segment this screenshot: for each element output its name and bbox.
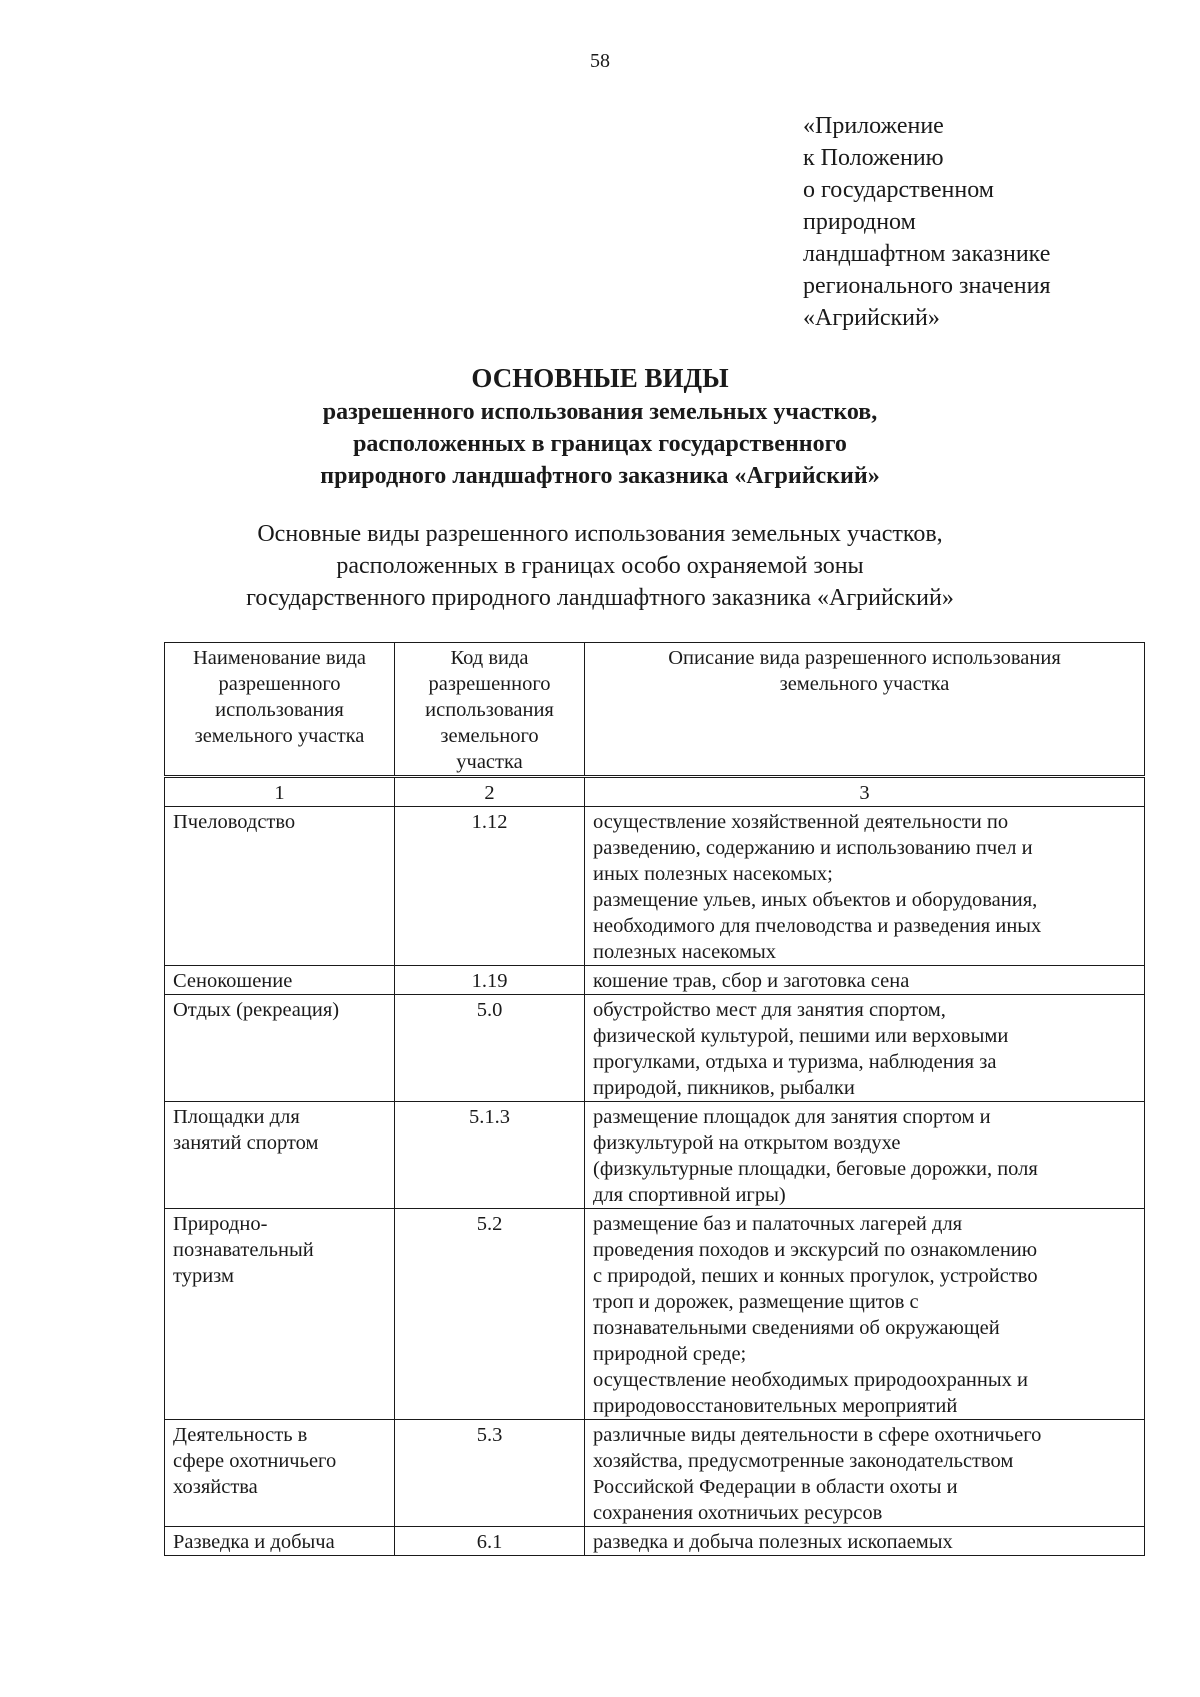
- cell-line: обустройство мест для занятия спортом,: [593, 999, 946, 1021]
- cell-line: хозяйства: [173, 1476, 258, 1498]
- land-use-description: [585, 1102, 1145, 1209]
- title-line: разрешенного использования земельных участков,: [322, 399, 878, 425]
- cell-line: осуществление необходимых природоохранных и: [593, 1369, 1028, 1391]
- subtitle-line: Основные виды разрешенного использования земельных участков,: [257, 521, 943, 547]
- cell-line: Сенокошение: [173, 970, 293, 992]
- land-use-description: [585, 1209, 1145, 1420]
- table-row: [165, 807, 1145, 966]
- table-row: [165, 995, 1145, 1102]
- land-use-code: 6.1: [395, 1527, 585, 1556]
- table-header-row: [165, 643, 1145, 777]
- table-row: [165, 966, 1145, 995]
- cell-line: разведению, содержанию и использованию пчел и: [593, 837, 1033, 859]
- cell-line: природной среде;: [593, 1343, 747, 1365]
- cell-line: размещение площадок для занятия спортом и: [593, 1106, 991, 1128]
- land-use-code: 1.19: [395, 966, 585, 995]
- land-use-name: [165, 1209, 395, 1420]
- cell-line: с природой, пеших и конных прогулок, устройство: [593, 1265, 1038, 1287]
- subtitle-line: государственного природного ландшафтного заказника «Агрийский»: [246, 585, 954, 611]
- header-code: [395, 643, 585, 777]
- cell-line: Код вида: [450, 647, 529, 669]
- land-use-code: 5.0: [395, 995, 585, 1102]
- header-name: [165, 643, 395, 777]
- table-row: [165, 1102, 1145, 1209]
- cell-line: разведка и добыча полезных ископаемых: [593, 1531, 953, 1553]
- cell-line: физкультурой на открытом воздухе: [593, 1132, 901, 1154]
- column-number: 3: [585, 777, 1145, 807]
- cell-line: кошение трав, сбор и заготовка сена: [593, 970, 910, 992]
- land-use-name: [165, 1420, 395, 1527]
- appendix-line: о государственном: [803, 177, 994, 203]
- land-use-name: [165, 807, 395, 966]
- cell-line: использования: [425, 699, 554, 721]
- cell-line: участка: [456, 751, 523, 773]
- page-number: 58: [590, 50, 610, 72]
- cell-line: занятий спортом: [173, 1132, 319, 1154]
- cell-line: различные виды деятельности в сфере охотничьего: [593, 1424, 1042, 1446]
- cell-line: сохранения охотничьих ресурсов: [593, 1502, 883, 1524]
- land-use-name: [165, 966, 395, 995]
- cell-line: осуществление хозяйственной деятельности по: [593, 811, 1009, 833]
- cell-line: для спортивной игры): [593, 1184, 786, 1206]
- cell-line: земельного участка: [194, 725, 365, 747]
- cell-line: Описание вида разрешенного использования: [668, 647, 1061, 669]
- cell-line: Деятельность в: [173, 1424, 308, 1446]
- land-use-name: [165, 1527, 395, 1556]
- land-use-code: 5.1.3: [395, 1102, 585, 1209]
- appendix-line: регионального значения: [803, 273, 1051, 299]
- cell-line: использования: [215, 699, 344, 721]
- cell-line: троп и дорожек, размещение щитов с: [593, 1291, 919, 1313]
- cell-line: Природно-: [173, 1213, 268, 1235]
- cell-line: размещение ульев, иных объектов и оборудования,: [593, 889, 1038, 911]
- appendix-line: «Приложение: [803, 113, 944, 139]
- subtitle-line: расположенных в границах особо охраняемой зоны: [336, 553, 864, 579]
- cell-line: прогулками, отдыха и туризма, наблюдения за: [593, 1051, 997, 1073]
- section-subtitle: [0, 518, 1200, 614]
- title-line: расположенных в границах государственного: [353, 431, 847, 457]
- cell-line: познавательный: [173, 1239, 314, 1261]
- land-use-code: 5.2: [395, 1209, 585, 1420]
- land-use-name: [165, 995, 395, 1102]
- header-description: [585, 643, 1145, 777]
- appendix-note: [803, 110, 1183, 334]
- cell-line: разрешенного: [218, 673, 341, 695]
- cell-line: познавательными сведениями об окружающей: [593, 1317, 1000, 1339]
- column-number: 2: [395, 777, 585, 807]
- cell-line: хозяйства, предусмотренные законодательством: [593, 1450, 1014, 1472]
- title-main: ОСНОВНЫЕ ВИДЫ: [471, 363, 729, 393]
- land-use-description: [585, 1527, 1145, 1556]
- appendix-line: природном: [803, 209, 916, 235]
- table-row: [165, 1420, 1145, 1527]
- column-number-row: [165, 777, 1145, 807]
- table-row: [165, 1527, 1145, 1556]
- land-use-code: 5.3: [395, 1420, 585, 1527]
- cell-line: земельного участка: [779, 673, 950, 695]
- cell-line: природой, пикников, рыбалки: [593, 1077, 855, 1099]
- cell-line: иных полезных насекомых;: [593, 863, 833, 885]
- cell-line: природовосстановительных мероприятий: [593, 1395, 958, 1417]
- title-line: природного ландшафтного заказника «Агрийский»: [320, 463, 880, 489]
- land-use-description: [585, 966, 1145, 995]
- table-body: [165, 643, 1145, 1556]
- cell-line: (физкультурные площадки, беговые дорожки, поля: [593, 1158, 1038, 1180]
- cell-line: размещение баз и палаточных лагерей для: [593, 1213, 963, 1235]
- land-use-description: [585, 1420, 1145, 1527]
- appendix-line: к Положению: [803, 145, 944, 171]
- land-use-code: 1.12: [395, 807, 585, 966]
- cell-line: Наименование вида: [192, 647, 367, 669]
- document-title: [0, 360, 1200, 492]
- cell-line: Пчеловодство: [173, 811, 296, 833]
- land-use-table: [164, 642, 1145, 1556]
- cell-line: туризм: [173, 1265, 234, 1287]
- cell-line: Площадки для: [173, 1106, 300, 1128]
- cell-line: Отдых (рекреация): [173, 999, 340, 1021]
- cell-line: Разведка и добыча: [173, 1531, 335, 1553]
- cell-line: земельного: [440, 725, 539, 747]
- land-use-description: [585, 995, 1145, 1102]
- table-row: [165, 1209, 1145, 1420]
- land-use-name: [165, 1102, 395, 1209]
- land-use-description: [585, 807, 1145, 966]
- cell-line: полезных насекомых: [593, 941, 777, 963]
- appendix-line: «Агрийский»: [803, 305, 940, 331]
- cell-line: физической культурой, пешими или верховыми: [593, 1025, 1009, 1047]
- cell-line: проведения походов и экскурсий по ознакомлению: [593, 1239, 1038, 1261]
- column-number: 1: [165, 777, 395, 807]
- cell-line: Российской Федерации в области охоты и: [593, 1476, 958, 1498]
- cell-line: необходимого для пчеловодства и разведения иных: [593, 915, 1042, 937]
- cell-line: сфере охотничьего: [173, 1450, 337, 1472]
- appendix-line: ландшафтном заказнике: [803, 241, 1051, 267]
- cell-line: разрешенного: [428, 673, 551, 695]
